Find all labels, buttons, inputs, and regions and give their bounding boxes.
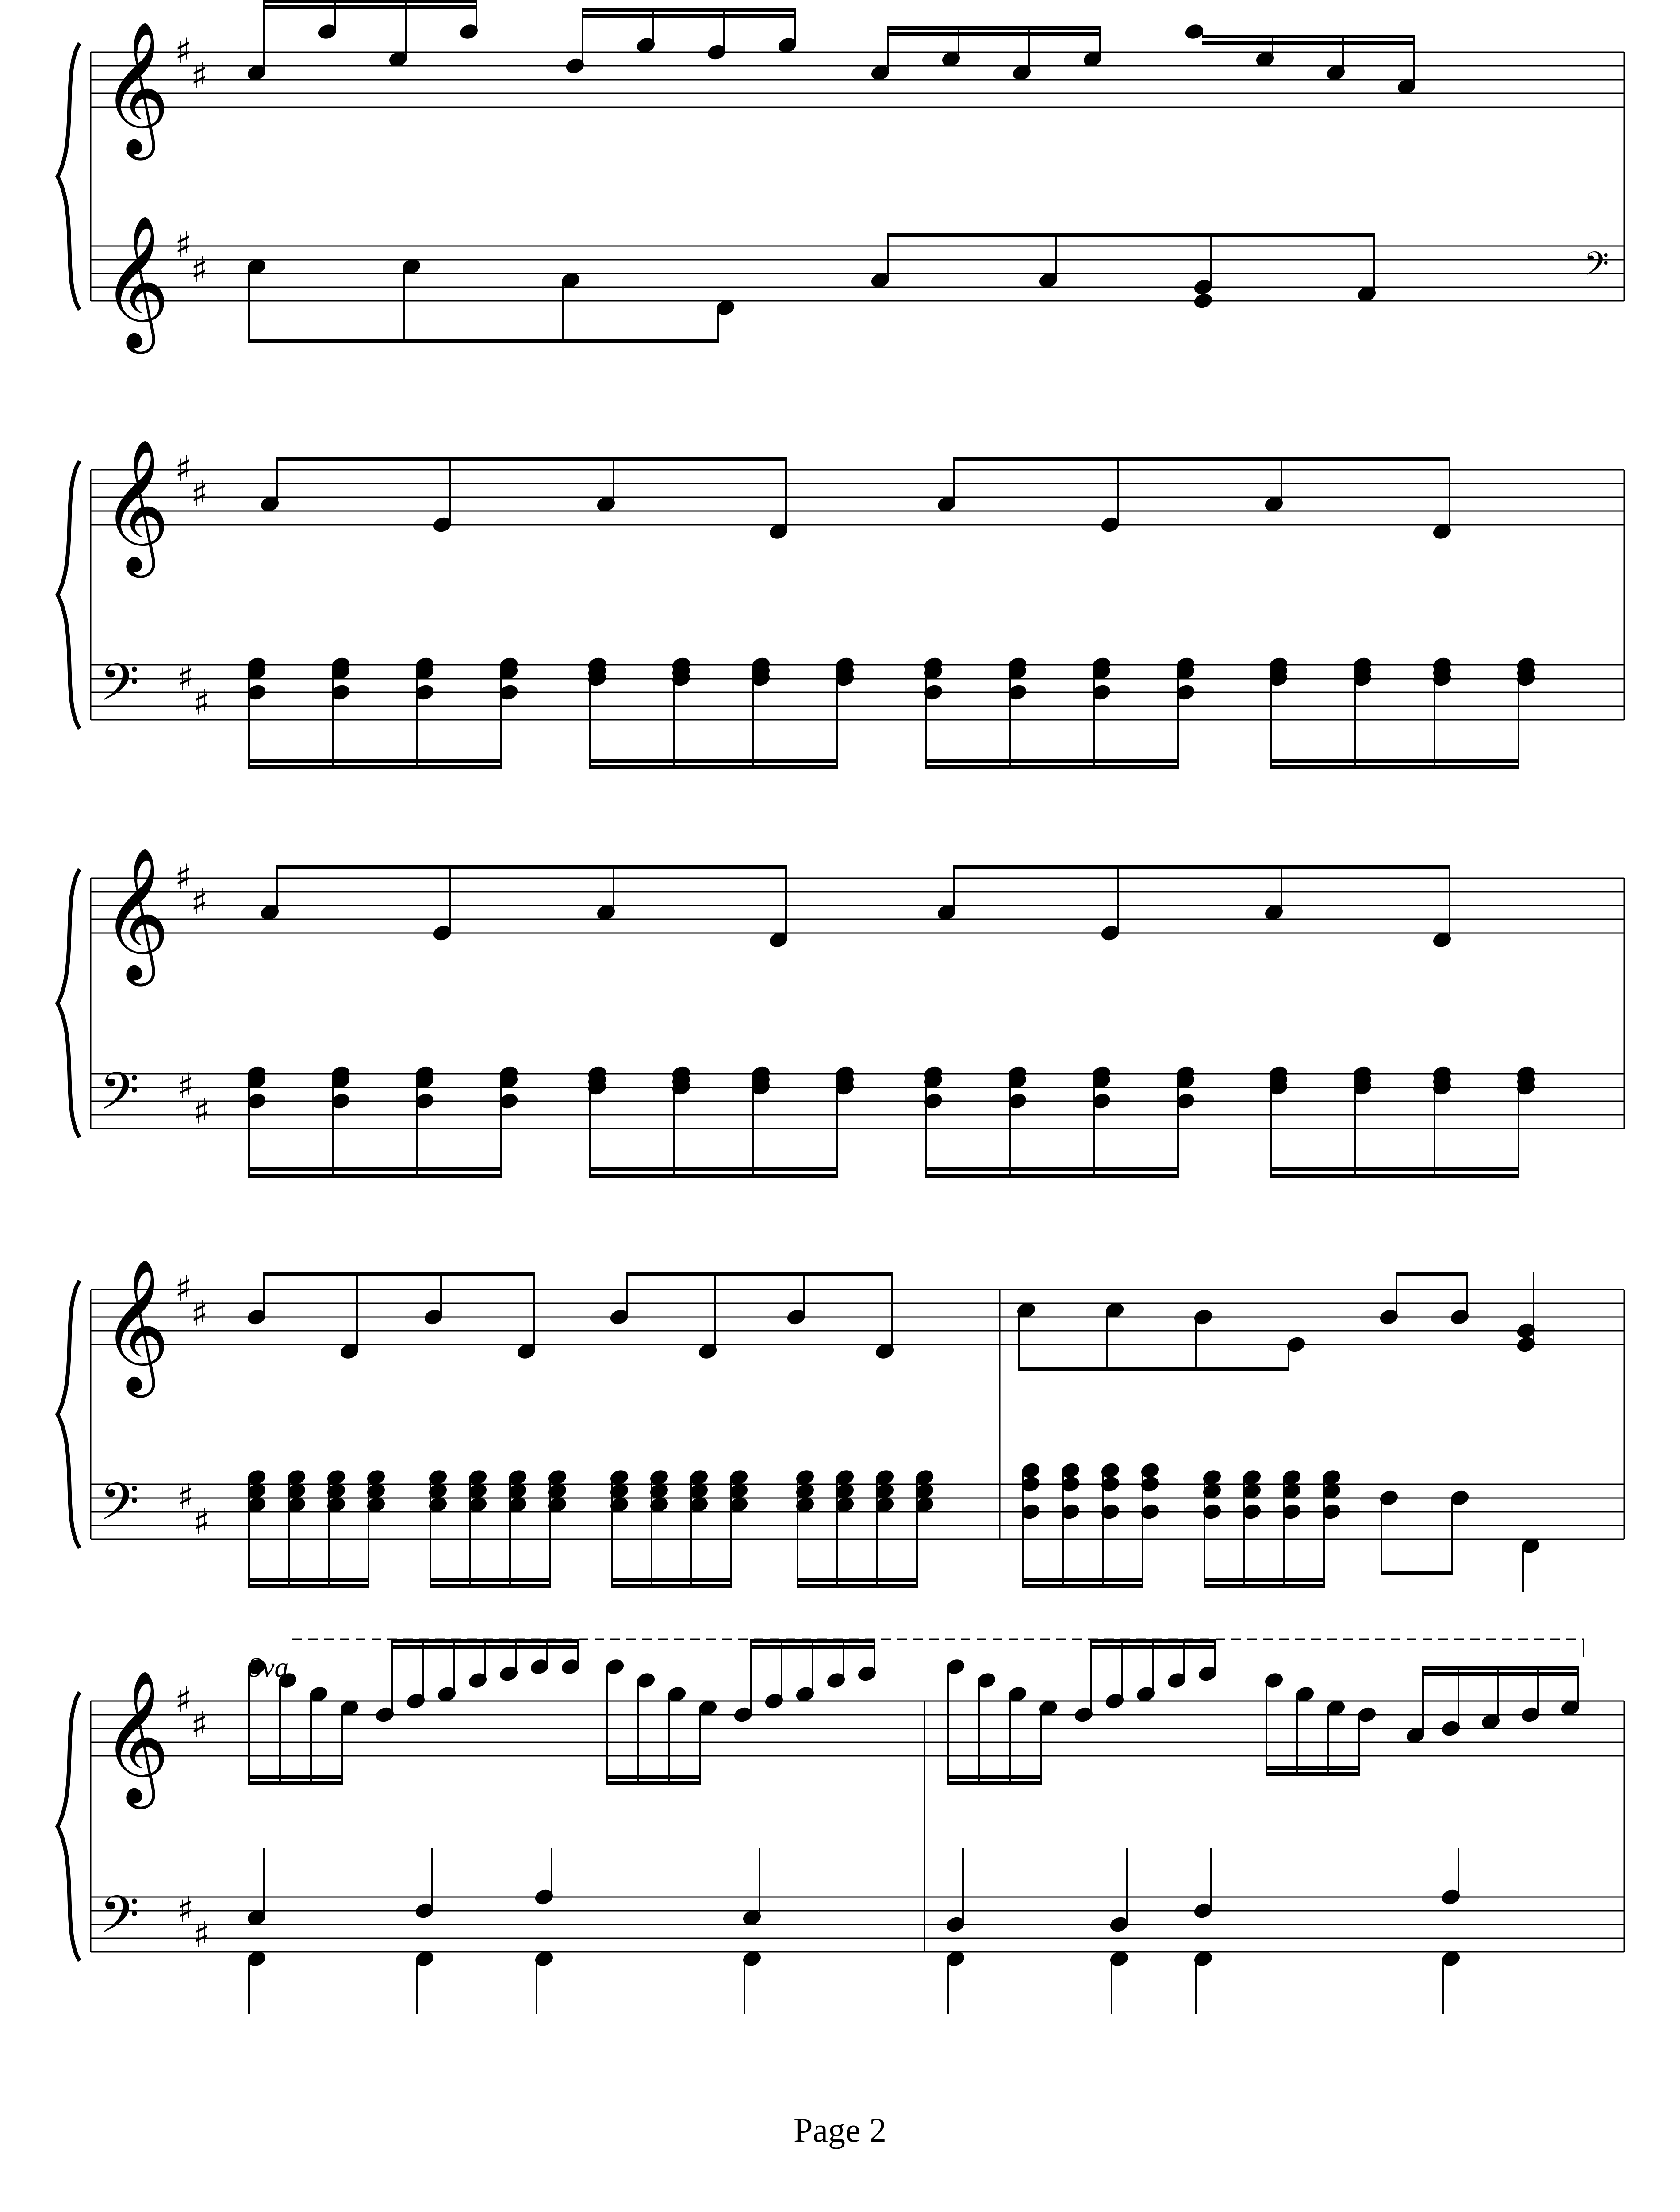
note-beam	[430, 1578, 550, 1582]
note-beam	[612, 1578, 731, 1582]
note-beam	[249, 1584, 368, 1588]
note-beam	[888, 26, 1100, 30]
note-beam	[249, 1781, 342, 1785]
treble-clef: 𝄞	[102, 438, 170, 572]
note-beam	[249, 759, 501, 763]
note-head	[1193, 292, 1213, 309]
note-beam	[1266, 1772, 1359, 1776]
sharp-accidental: ♯	[177, 1889, 194, 1930]
note-beam	[751, 1645, 875, 1649]
sharp-accidental: ♯	[191, 1293, 208, 1334]
sharp-accidental: ♯	[193, 682, 210, 723]
note-beam	[1423, 1672, 1578, 1676]
music-system	[58, 0, 1624, 355]
sharp-accidental: ♯	[191, 1704, 208, 1746]
note-beam	[612, 1584, 731, 1588]
note-beam	[1202, 41, 1414, 45]
note-beam	[1202, 35, 1414, 38]
note-beam	[888, 233, 1374, 237]
note-beam	[1091, 1645, 1215, 1649]
note-beam	[954, 865, 1450, 869]
note-beam	[607, 1775, 700, 1779]
sharp-accidental: ♯	[177, 657, 194, 698]
sharp-accidental: ♯	[175, 1679, 192, 1720]
note-beam	[1271, 1167, 1519, 1171]
bass-clef: 𝄢	[1584, 245, 1609, 291]
system-brace	[58, 1692, 80, 1961]
sharp-accidental: ♯	[191, 473, 208, 515]
bass-clef: 𝄢	[100, 1885, 140, 1957]
treble-clef: 𝄞	[102, 1670, 170, 1803]
page-number: Page 2	[793, 2111, 887, 2149]
sharp-accidental: ♯	[175, 1268, 192, 1309]
note-beam	[1019, 1367, 1289, 1371]
system-brace	[58, 43, 80, 310]
music-system	[58, 1258, 1624, 1592]
note-beam	[607, 1781, 700, 1785]
note-beam	[1396, 1272, 1467, 1276]
note-beam	[798, 1578, 917, 1582]
sharp-accidental: ♯	[193, 1091, 210, 1132]
sharp-accidental: ♯	[191, 249, 208, 291]
note-beam	[590, 765, 837, 769]
note-beam	[926, 765, 1178, 769]
note-beam	[392, 1645, 578, 1649]
note-beam	[264, 5, 476, 9]
treble-clef: 𝄞	[102, 215, 170, 348]
note-beam	[264, 0, 476, 3]
note-beam	[392, 1639, 578, 1643]
sharp-accidental: ♯	[193, 1501, 210, 1543]
system-brace	[58, 869, 80, 1137]
music-system	[58, 1639, 1624, 2014]
note-beam	[430, 1584, 550, 1588]
note-beam	[249, 1578, 368, 1582]
note-beam	[798, 1584, 917, 1588]
sharp-accidental: ♯	[191, 881, 208, 923]
note-beam	[751, 1639, 875, 1643]
note-beam	[1271, 765, 1519, 769]
note-beam	[926, 1167, 1178, 1171]
note-beam	[1023, 1584, 1143, 1588]
note-beam	[926, 759, 1178, 763]
note-beam	[249, 339, 718, 343]
note-beam	[590, 1174, 837, 1178]
treble-clef: 𝄞	[102, 1258, 170, 1392]
sharp-accidental: ♯	[191, 55, 208, 97]
note-beam	[264, 1272, 534, 1276]
note-beam	[249, 1167, 501, 1171]
note-beam	[888, 32, 1100, 36]
note-beam	[249, 1775, 342, 1779]
note-beam	[1423, 1666, 1578, 1670]
sharp-accidental: ♯	[193, 1914, 210, 1955]
note-beam	[948, 1781, 1041, 1785]
note-beam	[249, 1174, 501, 1178]
treble-clef: 𝄞	[102, 21, 170, 154]
music-system	[58, 438, 1624, 769]
note-beam	[277, 457, 786, 461]
note-beam	[583, 14, 795, 18]
note-beam	[1023, 1578, 1143, 1582]
note-beam	[249, 765, 501, 769]
music-system	[58, 847, 1624, 1178]
note-beam	[926, 1174, 1178, 1178]
note-beam	[948, 1775, 1041, 1779]
sharp-accidental: ♯	[175, 31, 192, 72]
note-beam	[1381, 1571, 1452, 1575]
treble-clef: 𝄞	[102, 847, 170, 980]
note-beam	[583, 8, 795, 12]
sharp-accidental: ♯	[177, 1066, 194, 1107]
bass-clef: 𝄢	[100, 1472, 140, 1544]
sharp-accidental: ♯	[175, 856, 192, 898]
sharp-accidental: ♯	[175, 224, 192, 265]
note-beam	[1204, 1578, 1324, 1582]
bass-clef: 𝄢	[100, 1062, 140, 1134]
note-beam	[1266, 1766, 1359, 1770]
note-beam	[1271, 1174, 1519, 1178]
note-beam	[1091, 1639, 1215, 1643]
note-beam	[627, 1272, 892, 1276]
note-beam	[954, 457, 1450, 461]
system-brace	[58, 461, 80, 729]
note-beam	[1204, 1584, 1324, 1588]
ottava-marking: 8va	[248, 1651, 289, 1683]
note-beam	[590, 759, 837, 763]
note-beam	[277, 865, 786, 869]
sharp-accidental: ♯	[177, 1476, 194, 1517]
sharp-accidental: ♯	[175, 448, 192, 489]
system-brace	[58, 1281, 80, 1548]
note-beam	[1271, 759, 1519, 763]
bass-clef: 𝄢	[100, 653, 140, 725]
note-beam	[590, 1167, 837, 1171]
